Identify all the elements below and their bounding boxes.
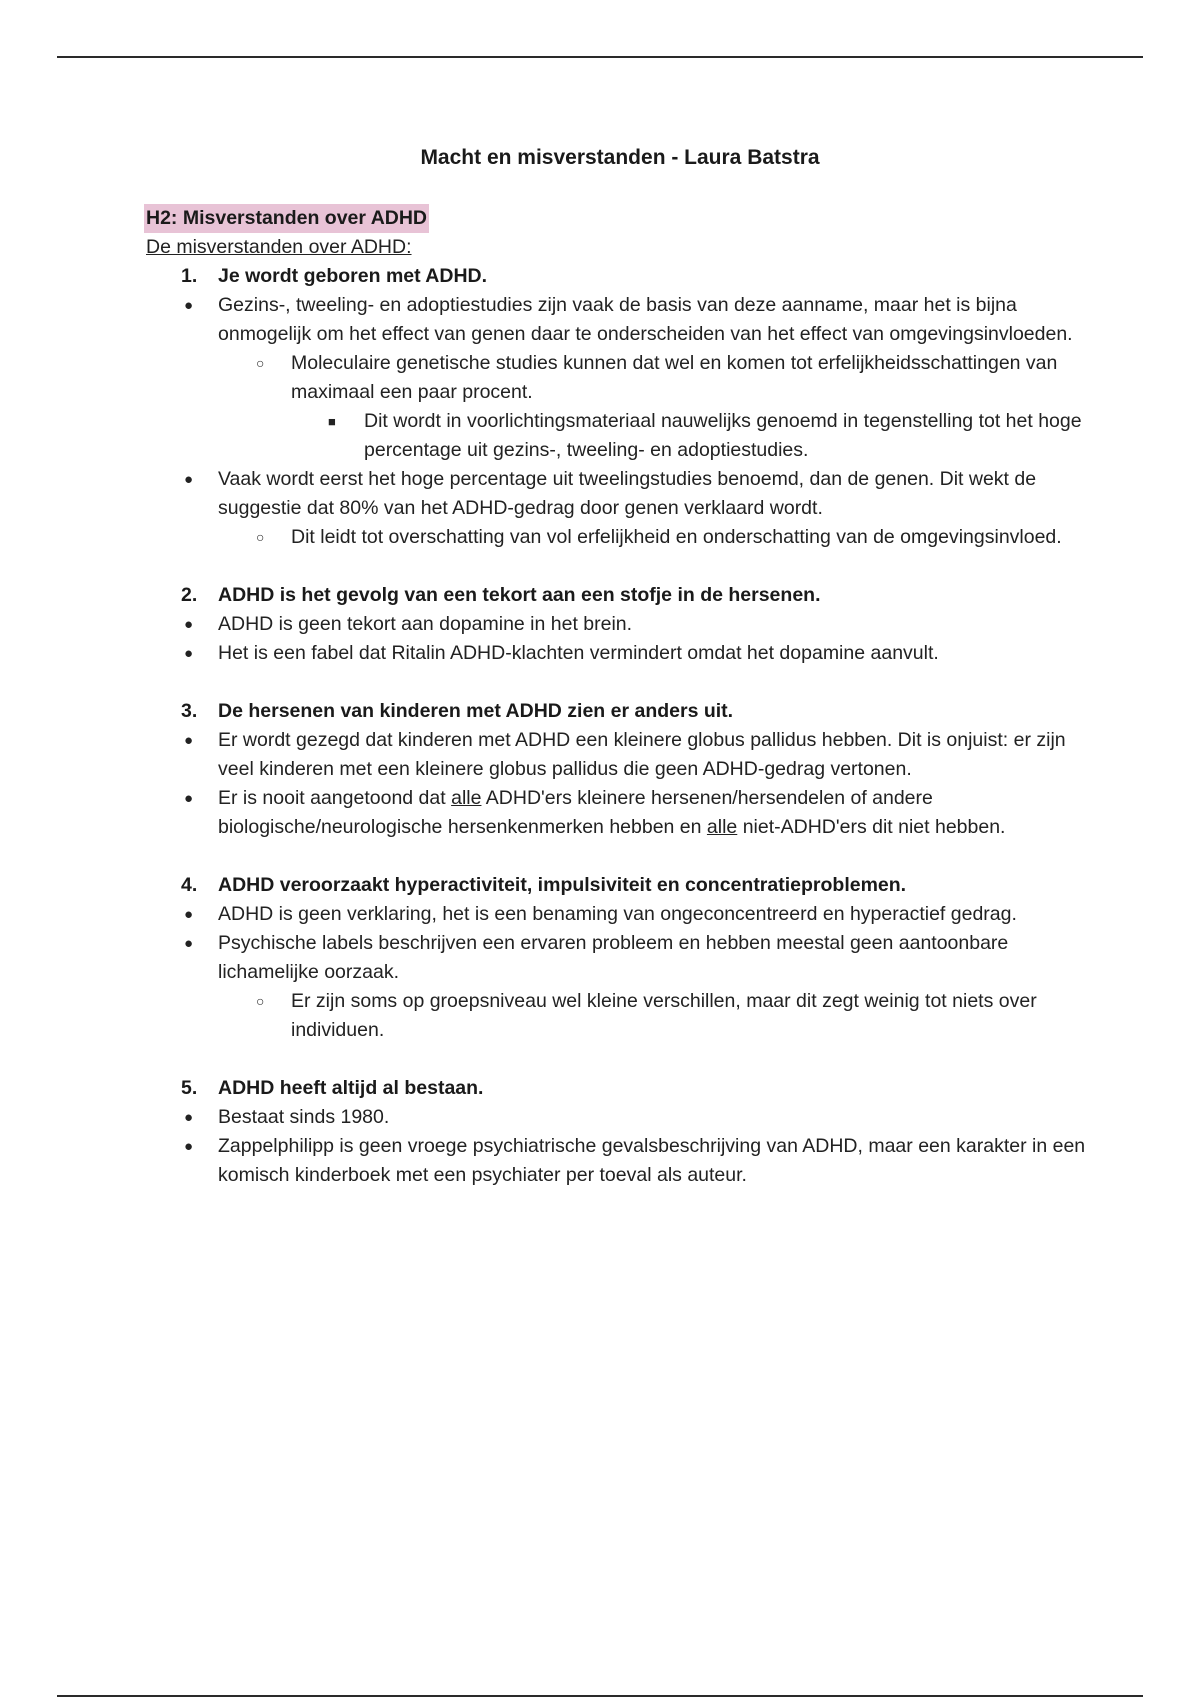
document-body [146,204,1096,1190]
bullet-text: Vaak wordt eerst het hoge percentage uit tweelingstudies benoemd, dan de genen. Dit wekt de suggestie dat 80% van het ADHD-gedrag door genen verklaard wordt. [218,468,1037,519]
list-item [146,987,1096,1045]
bullet-marker: ● [184,297,194,314]
circle-marker: ○ [256,529,265,545]
top-rule [57,56,1143,58]
text-run: ADHD'ers kleinere hersenen/hersendelen of andere biologische/neurologische hersenkenmerken hebben en [218,787,933,838]
item-heading-text: Je wordt geboren met ADHD. [218,265,488,287]
intro-line: De misverstanden over ADHD: [146,236,412,258]
list-item [146,291,1096,349]
bullet-text: Zappelphilipp is geen vroege psychiatrische gevalsbeschrijving van ADHD, maar een karakter in een komisch kinderboek met een psychiater per toeval als auteur. [218,1135,1086,1186]
misconception-2-heading [146,581,1096,610]
list-item [146,610,1096,639]
circle-marker: ○ [256,993,265,1009]
bullet-marker: ● [184,645,194,662]
misconception-1-heading [146,262,1096,291]
list-item [146,900,1096,929]
bullet-marker: ● [184,471,194,488]
bullet-text: Gezins-, tweeling- en adoptiestudies zijn vaak de basis van deze aanname, maar het is bijna onmogelijk om het effect van genen daar te onderscheiden van het effect van omgevingsinvloeden. [218,294,1073,345]
bottom-rule [57,1695,1143,1697]
item-heading-text: ADHD veroorzaakt hyperactiviteit, impulsiviteit en concentratieproblemen. [218,874,907,896]
item-number: 5. [181,1077,198,1099]
list-item [146,465,1096,523]
item-number: 4. [181,874,198,896]
bullet-text: Er wordt gezegd dat kinderen met ADHD een kleinere globus pallidus hebben. Dit is onjuist: er zijn veel kinderen met een kleinere globus pallidus die geen ADHD-gedrag vertonen. [218,729,1066,780]
list-item [146,929,1096,987]
list-item [146,1132,1096,1190]
bullet-text: Het is een fabel dat Ritalin ADHD-klachten vermindert omdat het dopamine aanvult. [218,642,939,664]
list-item [146,407,1096,465]
misconception-5-heading [146,1074,1096,1103]
text-run: Er is nooit aangetoond dat [218,787,452,809]
bullet-text: Dit leidt tot overschatting van vol erfelijkheid en onderschatting van de omgevingsinvloed. [291,526,1062,548]
bullet-marker: ● [184,616,194,633]
bullet-marker: ● [184,906,194,923]
bullet-text: ADHD is geen verklaring, het is een benaming van ongeconcentreerd en hyperactief gedrag. [218,903,1017,925]
bullet-text: ADHD is geen tekort aan dopamine in het brein. [218,613,633,635]
item-heading-text: ADHD is het gevolg van een tekort aan een stofje in de hersenen. [218,584,821,606]
item-heading-text: De hersenen van kinderen met ADHD zien er anders uit. [218,700,734,722]
bullet-marker: ● [184,1109,194,1126]
document-title: Macht en misverstanden - Laura Batstra [420,146,820,169]
bullet-text: Dit wordt in voorlichtingsmateriaal nauwelijks genoemd in tegenstelling tot het hoge percentage uit gezins-, tweeling- en adoptiestudies. [364,410,1082,461]
square-marker: ■ [328,414,336,429]
underlined-word: alle [706,816,738,838]
text-run: niet-ADHD'ers dit niet hebben. [737,816,1006,838]
bullet-text: Bestaat sinds 1980. [218,1106,390,1128]
bullet-marker: ● [184,935,194,952]
bullet-text: Er zijn soms op groepsniveau wel kleine verschillen, maar dit zegt weinig tot niets over individuen. [291,990,1037,1041]
bullet-marker: ● [184,732,194,749]
item-number: 1. [181,265,198,287]
circle-marker: ○ [256,355,265,371]
list-item [146,726,1096,784]
bullet-marker: ● [184,1138,194,1155]
section-heading: H2: Misverstanden over ADHD [144,204,429,233]
item-number: 3. [181,700,198,722]
list-item [146,523,1096,552]
bullet-text [218,787,1005,838]
bullet-marker: ● [184,790,194,807]
misconception-4-heading [146,871,1096,900]
item-number: 2. [181,584,198,606]
list-item [146,784,1096,842]
list-item [146,1103,1096,1132]
underlined-word: alle [451,787,482,809]
list-item [146,639,1096,668]
item-heading-text: ADHD heeft altijd al bestaan. [218,1077,484,1099]
bullet-text: Moleculaire genetische studies kunnen dat wel en komen tot erfelijkheidsschattingen van maximaal een paar procent. [291,352,1058,403]
list-item [146,349,1096,407]
bullet-text: Psychische labels beschrijven een ervaren probleem en hebben meestal geen aantoonbare lichamelijke oorzaak. [218,932,1009,983]
misconception-3-heading [146,697,1096,726]
